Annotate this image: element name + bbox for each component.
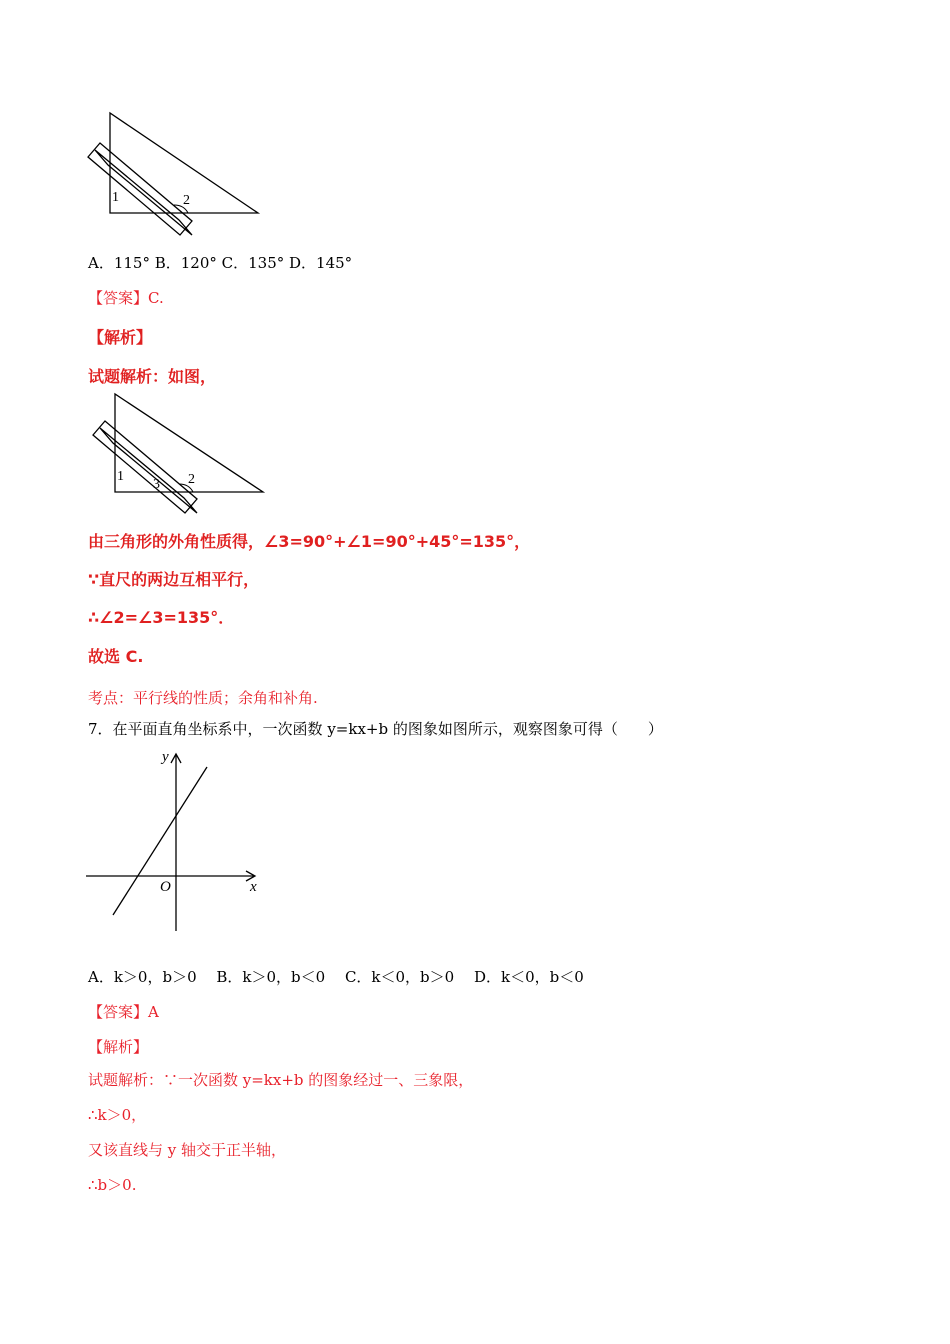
- q6-step-3: ∴∠2=∠3=135°．: [88, 608, 235, 627]
- q6-options: A．115° B．120° C．135° D．145°: [88, 254, 353, 272]
- y-axis-label: y: [162, 749, 169, 765]
- triangle-ruler-figure-2: [85, 388, 285, 523]
- q6-step-4: 故选 C.: [88, 647, 144, 666]
- triangle-ruler-figure: [80, 105, 280, 245]
- q6-kaodian: 考点：平行线的性质；余角和补角.: [88, 689, 318, 707]
- q6-step-1: 由三角形的外角性质得，∠3=90°+∠1=90°+45°=135°，: [88, 532, 531, 551]
- q7-options: A．k＞0，b＞0 B．k＞0，b＜0 C．k＜0，b＞0 D．k＜0，b＜0: [88, 968, 584, 986]
- angle-1-label: 1: [117, 469, 124, 484]
- x-axis-label: x: [250, 879, 257, 895]
- origin-label: O: [160, 879, 171, 895]
- q7-answer: 【答案】A: [88, 1003, 159, 1021]
- linear-function-graph: [82, 745, 272, 935]
- q6-step-2: ∵直尺的两边互相平行，: [88, 570, 260, 589]
- q6-analysis-heading: 【解析】: [88, 328, 153, 347]
- angle-2-label: 2: [183, 193, 190, 208]
- q7-analysis-line-1: 试题解析：∵一次函数 y=kx+b 的图象经过一、三象限，: [88, 1071, 474, 1089]
- q7-analysis-heading: 【解析】: [88, 1038, 149, 1056]
- q7-analysis-line-2: ∴k＞0，: [88, 1106, 147, 1124]
- angle-3-label: 3: [153, 477, 160, 492]
- q7-stem: 7．在平面直角坐标系中，一次函数 y=kx+b 的图象如图所示，观察图象可得（ ）: [88, 720, 663, 738]
- q6-answer: 【答案】C.: [88, 289, 164, 307]
- q7-analysis-line-3: 又该直线与 y 轴交于正半轴，: [88, 1141, 287, 1159]
- angle-2-label: 2: [188, 472, 195, 487]
- q7-analysis-line-4: ∴b＞0.: [88, 1176, 137, 1194]
- q6-analysis-intro: 试题解析：如图，: [88, 367, 217, 386]
- angle-1-label: 1: [112, 190, 119, 205]
